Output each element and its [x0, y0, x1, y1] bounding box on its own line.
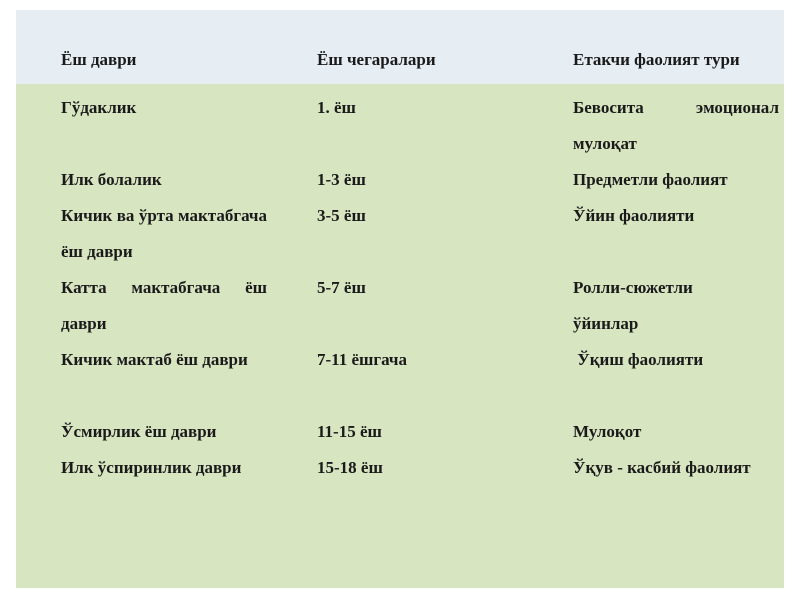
row-1-period: Илк болалик [61, 170, 162, 189]
row-1-activity: Предметли фаолият [573, 170, 728, 189]
header-age-limits: Ёш чегаралари [317, 50, 436, 69]
row-0-limits: 1. ёш [317, 98, 356, 117]
header-leading-activity: Етакчи фаолият тури [573, 50, 740, 69]
row-5-activity: Мулоқот [573, 422, 642, 441]
row-5-limits: 11-15 ёш [317, 422, 382, 441]
row-3-period: Катта мактабгача ёш даври [61, 278, 267, 333]
header-age-period: Ёш даври [61, 50, 137, 69]
row-2-period: Кичик ва ўрта мактабгача ёш даври [61, 206, 267, 261]
row-2-limits: 3-5 ёш [317, 206, 366, 225]
row-6-period: Илк ўспиринлик даври [61, 458, 242, 477]
row-3-activity: Ролли-сюжетли ўйинлар [573, 278, 693, 333]
row-4-period: Кичик мактаб ёш даври [61, 350, 248, 369]
row-0-activity: Бевосита эмоционал мулоқат [573, 98, 779, 153]
row-6-limits: 15-18 ёш [317, 458, 383, 477]
row-1-limits: 1-3 ёш [317, 170, 366, 189]
row-0-period: Гўдаклик [61, 98, 137, 117]
row-4-limits: 7-11 ёшгача [317, 350, 407, 369]
row-5-period: Ўсмирлик ёш даври [61, 422, 217, 441]
row-3-limits: 5-7 ёш [317, 278, 366, 297]
slide [16, 10, 784, 588]
row-4-activity: Ўқиш фаолияти [573, 350, 704, 369]
row-6-activity: Ўқув - касбий фаолият [573, 458, 751, 477]
row-2-activity: Ўйин фаолияти [573, 206, 695, 225]
